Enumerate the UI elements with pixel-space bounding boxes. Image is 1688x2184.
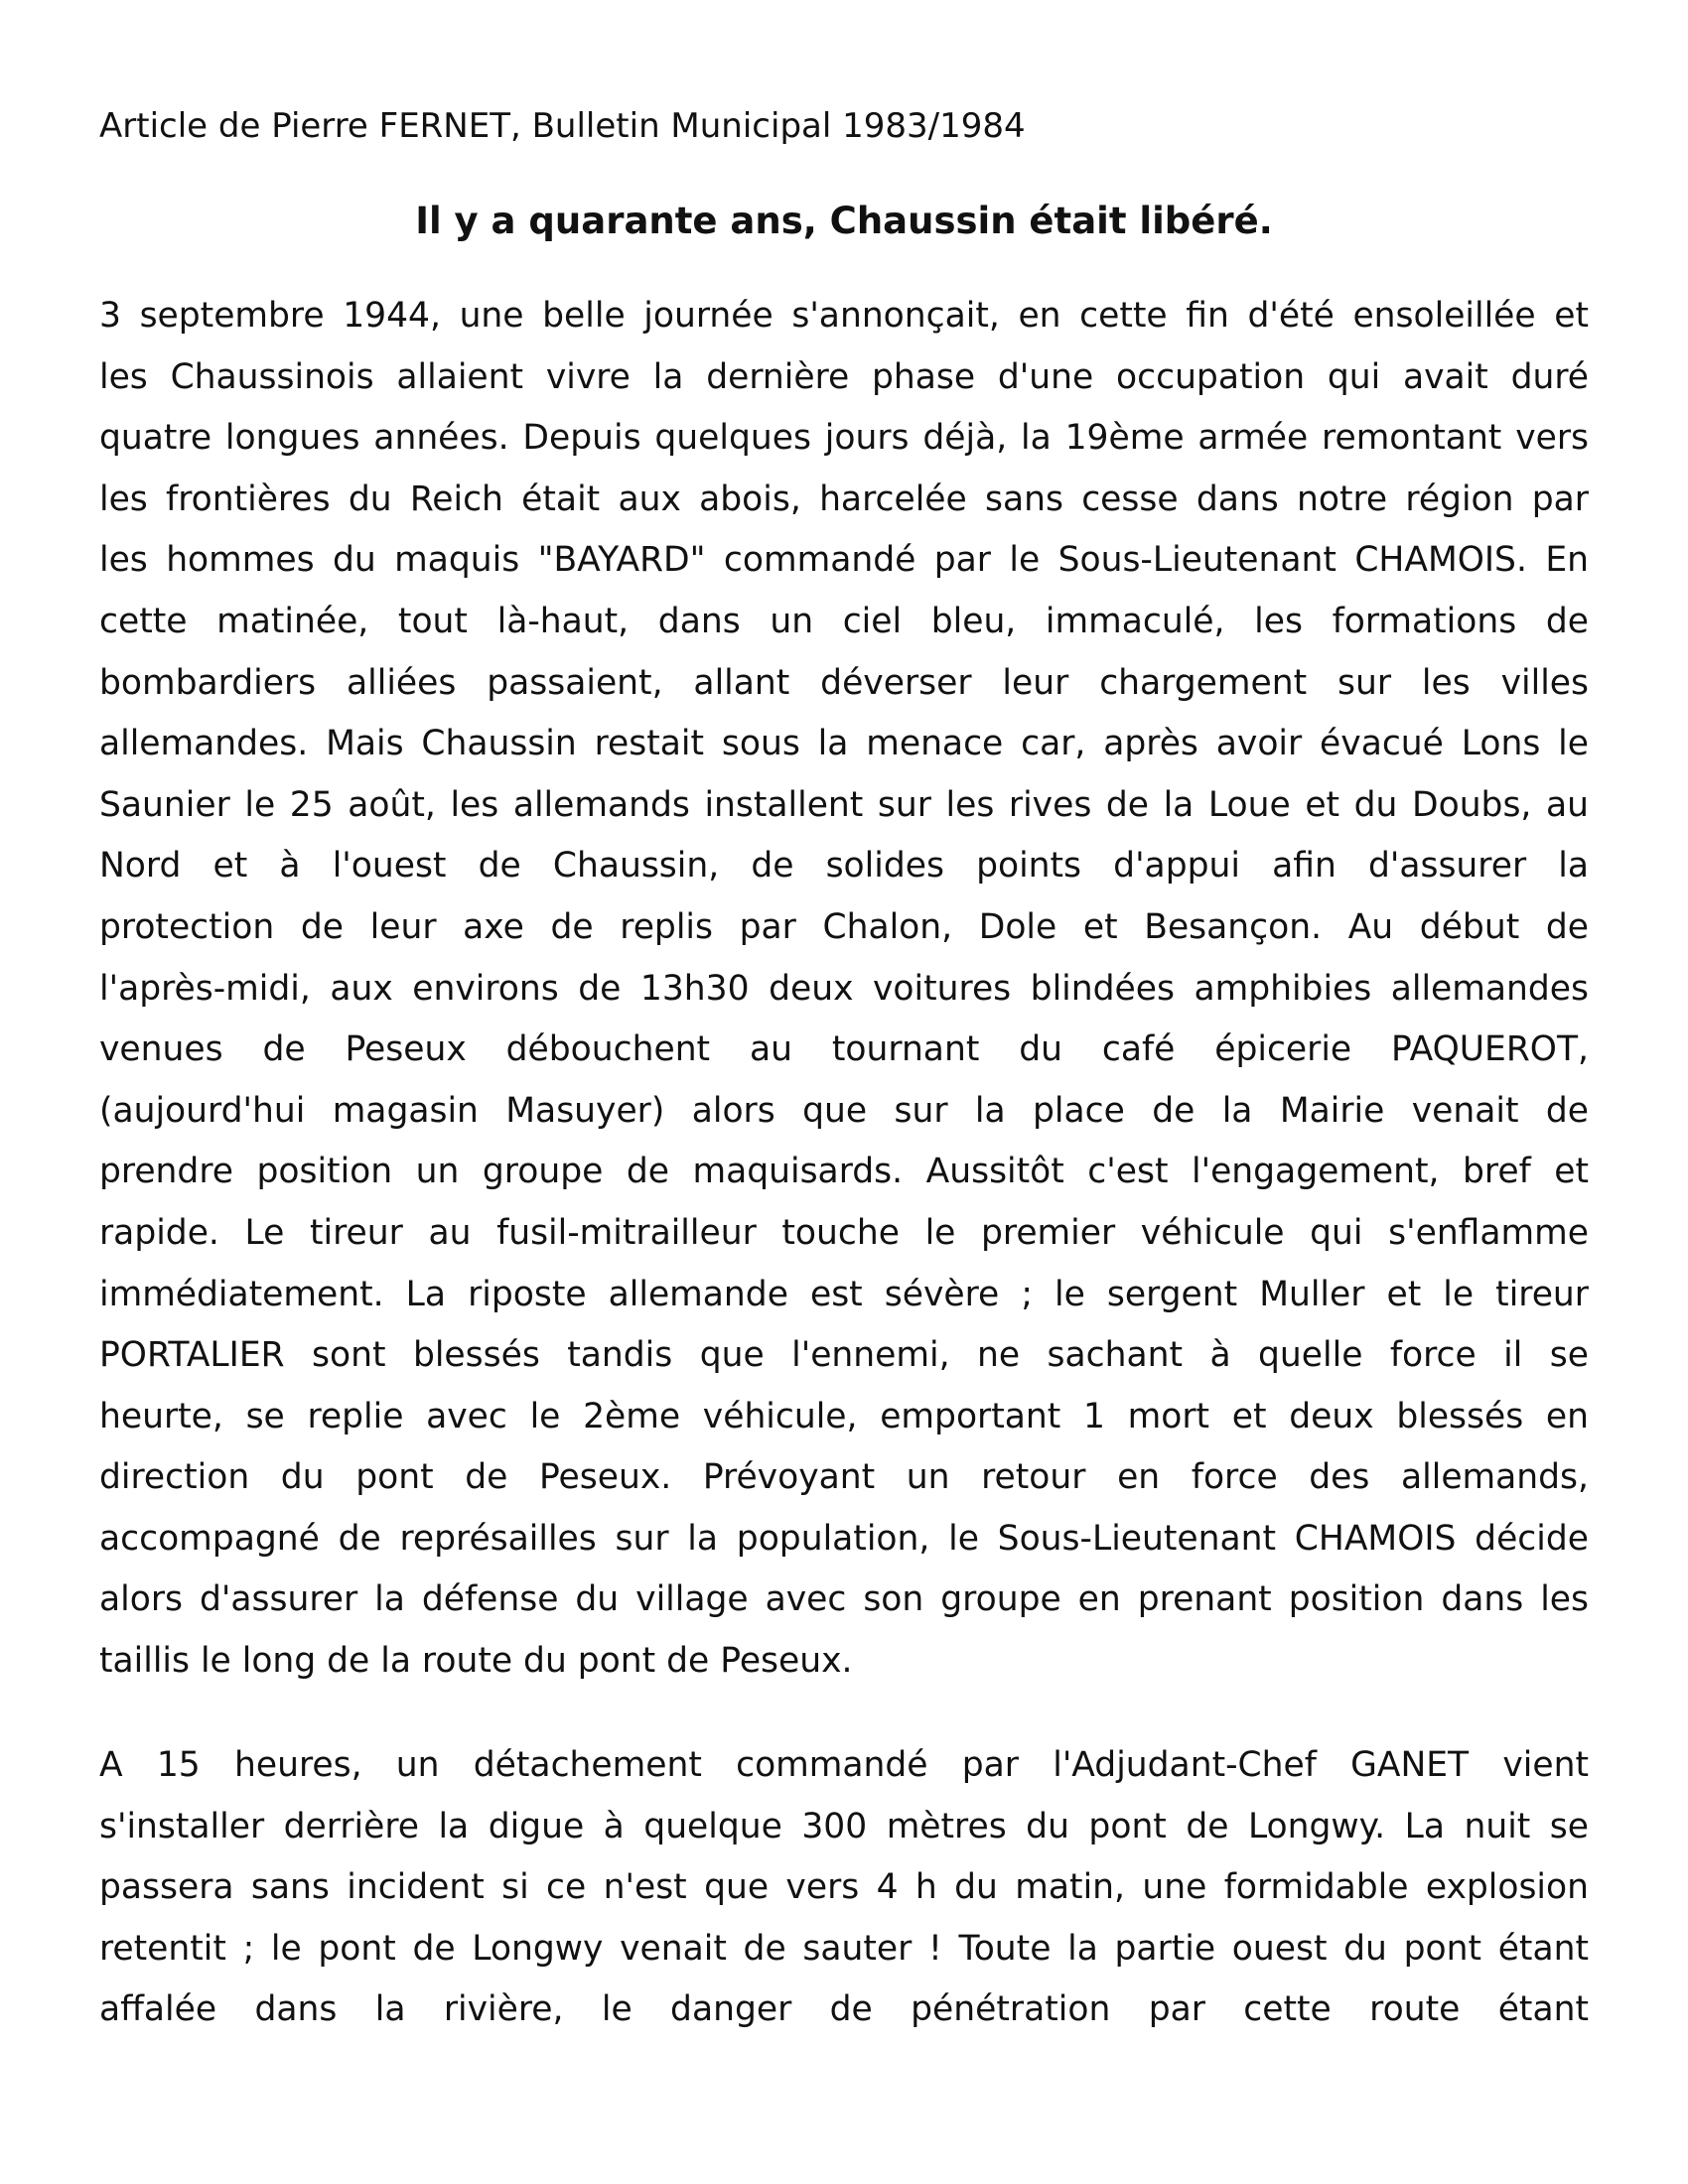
paragraph-line: bombardiers alliées passaient, allant déverser leur chargement sur les villes (99, 662, 1589, 703)
paragraph-line: retentit ; le pont de Longwy venait de sauter ! Toute la partie ouest du pont étant (99, 1928, 1589, 1969)
paragraph-line: les hommes du maquis "BAYARD" commandé par le Sous-Lieutenant CHAMOIS. En (99, 540, 1589, 581)
paragraph-line: cette matinée, tout là-haut, dans un ciel bleu, immaculé, les formations de (99, 601, 1589, 641)
paragraph-line: Nord et à l'ouest de Chaussin, de solides points d'appui afin d'assurer la (99, 846, 1589, 887)
article-source-line: Article de Pierre FERNET, Bulletin Municipal 1983/1984 (99, 106, 1026, 146)
paragraph-line: heurte, se replie avec le 2ème véhicule, emportant 1 mort et deux blessés en (99, 1396, 1589, 1436)
paragraph-line: (aujourd'hui magasin Masuyer) alors que sur la place de la Mairie venait de (99, 1090, 1589, 1131)
paragraph-line: Saunier le 25 août, les allemands installent sur les rives de la Loue et du Doubs, au (99, 784, 1589, 825)
paragraph-line: s'installer derrière la digue à quelque 300 mètres du pont de Longwy. La nuit se (99, 1806, 1589, 1846)
paragraph-line: quatre longues années. Depuis quelques jours déjà, la 19ème armée remontant vers (99, 418, 1589, 459)
paragraph-line: affalée dans la rivière, le danger de pénétration par cette route étant (99, 1989, 1589, 2030)
paragraph-line: prendre position un groupe de maquisards. Aussitôt c'est l'engagement, bref et (99, 1152, 1589, 1192)
paragraph-line: l'après-midi, aux environs de 13h30 deux voitures blindées amphibies allemandes (99, 968, 1589, 1009)
paragraph-line: les Chaussinois allaient vivre la dernière phase d'une occupation qui avait duré (99, 356, 1589, 397)
paragraph-line: direction du pont de Peseux. Prévoyant un retour en force des allemands, (99, 1457, 1589, 1498)
paragraph-line: A 15 heures, un détachement commandé par l'Adjudant-Chef GANET vient (99, 1745, 1589, 1785)
paragraph-line: 3 septembre 1944, une belle journée s'annonçait, en cette fin d'été ensoleillée et (99, 296, 1589, 336)
paragraph-line: alors d'assurer la défense du village avec son groupe en prenant position dans les (99, 1579, 1589, 1620)
paragraph-line: passera sans incident si ce n'est que vers 4 h du matin, une formidable explosion (99, 1867, 1589, 1908)
article-title: Il y a quarante ans, Chaussin était libéré. (415, 200, 1273, 242)
paragraph-line: PORTALIER sont blessés tandis que l'ennemi, ne sachant à quelle force il se (99, 1335, 1589, 1376)
paragraph-line: venues de Peseux débouchent au tournant du café épicerie PAQUEROT, (99, 1029, 1589, 1070)
paragraph-line: immédiatement. La riposte allemande est sévère ; le sergent Muller et le tireur (99, 1274, 1589, 1314)
paragraph-2 (99, 1735, 1589, 2041)
paragraph-line: accompagné de représailles sur la population, le Sous-Lieutenant CHAMOIS décide (99, 1518, 1589, 1559)
paragraph-line: les frontières du Reich était aux abois, harcelée sans cesse dans notre région par (99, 478, 1589, 519)
paragraph-1 (99, 286, 1589, 1693)
paragraph-line: rapide. Le tireur au fusil-mitrailleur touche le premier véhicule qui s'enflamme (99, 1212, 1589, 1253)
paragraph-line: allemandes. Mais Chaussin restait sous la menace car, après avoir évacué Lons le (99, 724, 1589, 764)
paragraph-line: protection de leur axe de replis par Chalon, Dole et Besançon. Au début de (99, 906, 1589, 947)
paragraph-line: taillis le long de la route du pont de Peseux. (99, 1641, 853, 1682)
